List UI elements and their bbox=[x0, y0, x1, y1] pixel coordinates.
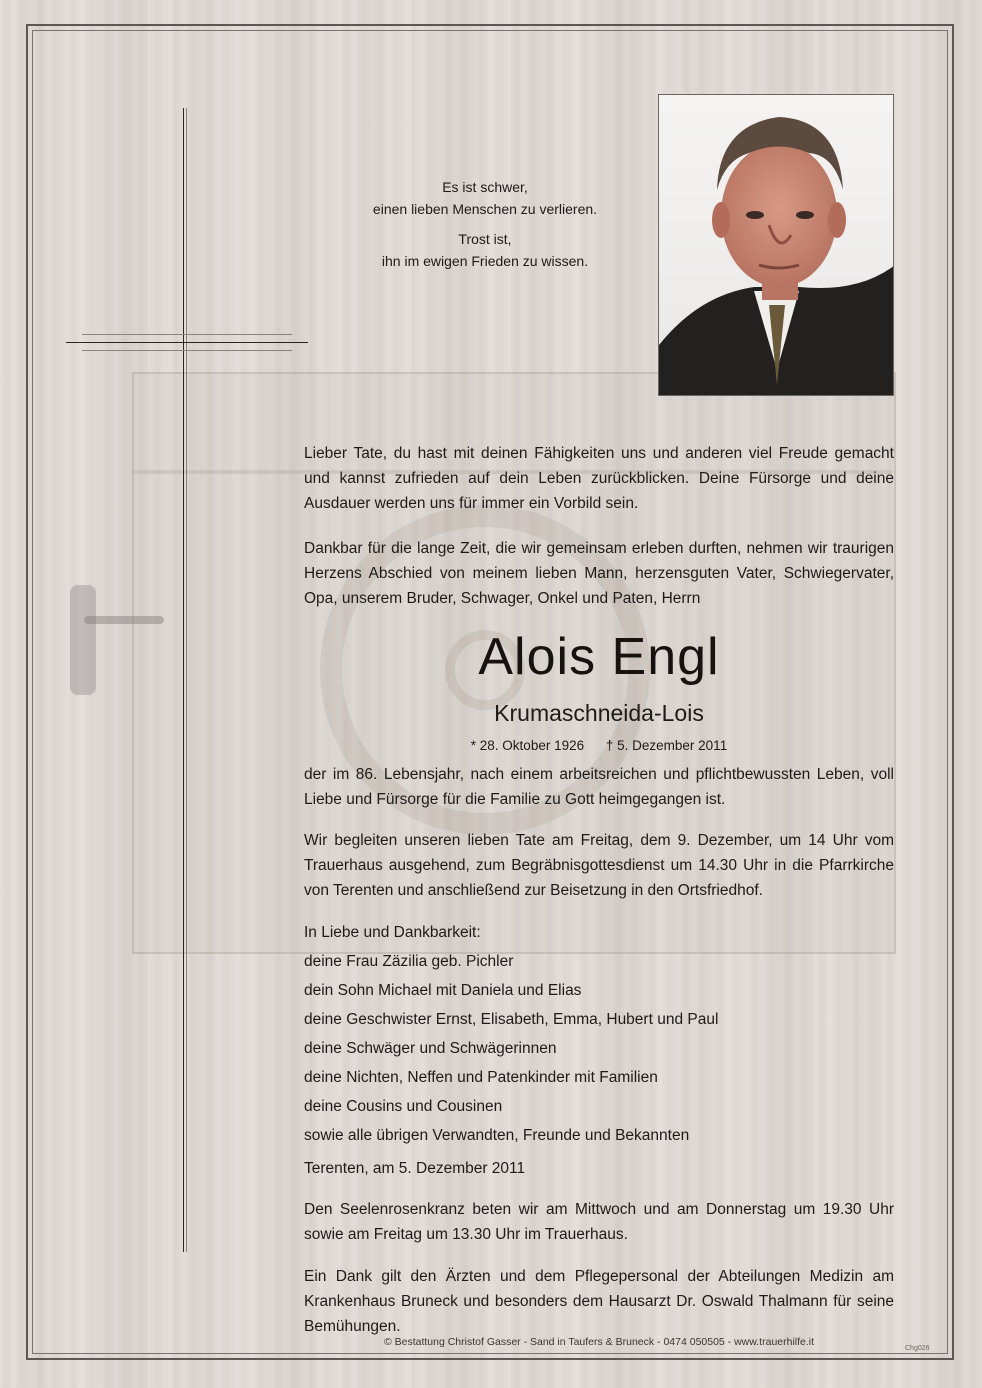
intro-paragraph-2 bbox=[304, 536, 894, 611]
funeral-info-paragraph bbox=[304, 828, 894, 903]
place-date: Terenten, am 5. Dezember 2011 bbox=[304, 1160, 526, 1177]
portrait-photo bbox=[658, 94, 894, 396]
portrait-illustration bbox=[659, 95, 894, 396]
birth-date: * 28. Oktober 1926 bbox=[470, 738, 585, 753]
mourner-line: deine Frau Zäzilia geb. Pichler bbox=[304, 953, 514, 970]
mourner-line: deine Cousins und Cousinen bbox=[304, 1098, 503, 1115]
intro-paragraph-1 bbox=[304, 441, 894, 516]
mourners-list bbox=[304, 918, 894, 1150]
mourner-line: deine Geschwister Ernst, Elisabeth, Emma, Hubert und Paul bbox=[304, 1011, 719, 1028]
verse-line: Trost ist, bbox=[458, 231, 512, 247]
body-paragraph-1 bbox=[304, 762, 894, 812]
verse-line: einen lieben Menschen zu verlieren. bbox=[372, 201, 598, 217]
mourner-line: In Liebe und Dankbarkeit: bbox=[304, 924, 481, 941]
funeral-home-footer: © Bestattung Christof Gasser - Sand in Taufers & Bruneck - 0474 050505 - www.trauerhilfe.it bbox=[383, 1336, 815, 1348]
death-date: † 5. Dezember 2011 bbox=[605, 738, 728, 753]
thanks-paragraph bbox=[304, 1264, 894, 1339]
memorial-verse bbox=[340, 176, 630, 280]
mourner-line: sowie alle übrigen Verwandten, Freunde und Bekannten bbox=[304, 1127, 690, 1144]
paragraph-text: Dankbar für die lange Zeit, die wir gemeinsam erleben durften, nehmen wir traurigen Herzens Abschied von meinem lieben Mann, herzensguten Vater, Schwiegervater, Opa, unserem Bruder, Schwager, Onkel und Paten, Herrn bbox=[304, 540, 894, 607]
verse-line: Es ist schwer, bbox=[442, 179, 528, 195]
paragraph-text: Den Seelenrosenkranz beten wir am Mittwoch und am Donnerstag um 19.30 Uhr sowie am Freitag um 13.30 Uhr im Trauerhaus. bbox=[304, 1201, 894, 1243]
paragraph-text: Lieber Tate, du hast mit deinen Fähigkeiten uns und anderen viel Freude gemacht und kannst zufrieden auf dein Leben zurückblicken. Deine Fürsorge und deine Ausdauer werden uns für immer ein Vorbild sein. bbox=[304, 445, 894, 512]
paragraph-text: Ein Dank gilt den Ärzten und dem Pflegepersonal der Abteilungen Medizin am Krankenhaus Bruneck und besonders dem Hausarzt Dr. Oswald Thalmann für seine Bemühungen. bbox=[304, 1268, 894, 1335]
template-code: Chg026 bbox=[905, 1345, 930, 1352]
mourner-line: deine Nichten, Neffen und Patenkinder mit Familien bbox=[304, 1069, 658, 1086]
rosary-paragraph bbox=[304, 1197, 894, 1247]
mourner-line: deine Schwäger und Schwägerinnen bbox=[304, 1040, 557, 1057]
paragraph-text: Wir begleiten unseren lieben Tate am Freitag, dem 9. Dezember, um 14 Uhr vom Trauerhaus ausgehend, zum Begräbnisgottesdienst um 14.30 Uhr in die Pfarrkirche von Terenten und anschließend zur Beisetzung in den Ortsfriedhof. bbox=[304, 832, 894, 899]
deceased-name: Alois Engl bbox=[478, 628, 720, 686]
deceased-nickname: Krumaschneida-Lois bbox=[494, 700, 704, 726]
verse-line: ihn im ewigen Frieden zu wissen. bbox=[381, 253, 589, 269]
paragraph-text: der im 86. Lebensjahr, nach einem arbeitsreichen und pflichtbewussten Leben, voll Liebe und Fürsorge für die Familie zu Gott heimgegangen ist. bbox=[304, 766, 894, 808]
mourner-line: dein Sohn Michael mit Daniela und Elias bbox=[304, 982, 582, 999]
life-dates bbox=[304, 736, 894, 756]
